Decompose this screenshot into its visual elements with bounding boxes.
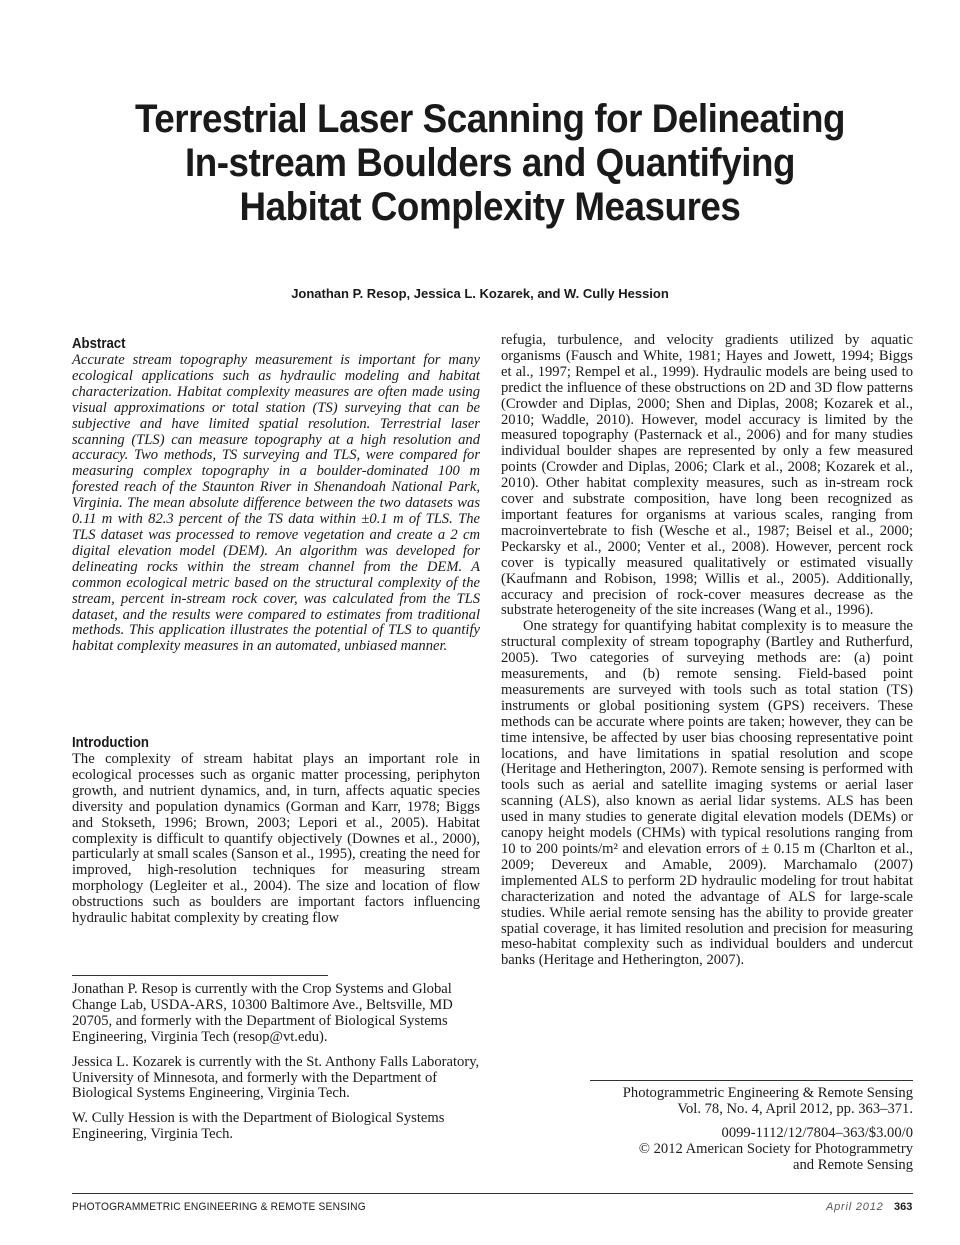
title-line-1: Terrestrial Laser Scanning for Delineating [134,97,846,141]
publication-copyright-2: and Remote Sensing [793,1157,913,1173]
page-number: 363 [894,1201,913,1213]
footnote-divider [72,975,328,976]
author-note-resop: Jonathan P. Resop is currently with the Crop Systems and Global Change Lab, USDA-ARS, 10300 Baltimore Ave., Beltsville, MD 20705, and formerly with the Department of Biological Systems Engineering, Virginia Tech (resop@vt.edu). [72,981,453,1045]
publication-copyright: © 2012 American Society for Photogrammetry [638,1141,913,1157]
publication-journal: Photogrammetric Engineering & Remote Sensing [622,1085,913,1101]
right-paragraph-1: refugia, turbulence, and velocity gradients utilized by aquatic organisms (Fausch and White, 1981; Hayes and Jowett, 1994; Biggs et al., 1997; Rempel et al., 1999). Hydraulic models are being used to predict the influence of these obstructions on 2D and 3D flow patterns (Crowder and Diplas, 2000; Shen and Diplas, 2008; Kozarek et al., 2010; Waddle, 2010). However, model accuracy is limited by the measured topography (Pasternack et al., 2006) and for many studies individual boulder shapes are represented by only a few measured points (Crowder and Diplas, 2006; Clark et al., 2008; Kozarek et al., 2010). Other habitat complexity measures, such as in-stream rock cover and substrate composition, have long been recognized as important features for organisms at various scales, ranging from macroinvertebrate to fish (Wesche et al., 1987; Beisel et al., 2000; Peckarsky et al., 2000; Venter et al., 2008). However, percent rock cover is typically measured qualitatively or estimated visually (Kaufmann and Robison, 1998; Willis et al., 2005). Additionally, accuracy and precision of rock-cover measures decrease as the substrate heterogeneity of the site increases (Wang et al., 1996). [501,332,913,619]
footer-journal-name: PHOTOGRAMMETRIC ENGINEERING & REMOTE SENSING [72,1201,366,1213]
author-note-hession: W. Cully Hession is with the Department of Biological Systems Engineering, Virginia Tech. [72,1110,445,1143]
abstract-heading: Abstract [72,335,126,352]
article-title [122,97,858,229]
title-line-2: In-stream Boulders and Quantifying [184,141,796,185]
author-list: Jonathan P. Resop, Jessica L. Kozarek, and W. Cully Hession [291,286,669,301]
title-line-3: Habitat Complexity Measures [239,185,741,229]
introduction-heading: Introduction [72,734,149,751]
right-column-text [501,333,913,969]
abstract-text: Accurate stream topography measurement is important for many ecological applications such as hydraulic modeling and habitat characterization. Habitat complexity measures are often made using visual approximations or total station (TS) surveying that can be subjective and have limited spatial resolution. Terrestrial laser scanning (TLS) can measure topography at a high resolution and accuracy. Two methods, TS surveying and TLS, were compared for measuring complex topography in a boulder-dominated 100 m forested reach of the Staunton River in Shenandoah National Park, Virginia. The mean absolute difference between the two datasets was 0.11 m with 82.3 percent of the TS data within ±0.1 m of TLS. The TLS dataset was processed to remove vegetation and create a 2 cm digital elevation model (DEM). An algorithm was developed for delineating rocks within the stream channel from the DEM. A common ecological metric based on the structural complexity of the stream, percent in-stream rock cover, was calculated from the TLS dataset, and the results were compared to estimates from traditional methods. This application illustrates the potential of TLS to quantify habitat complexity measures in an automated, unbiased manner. [72,352,480,655]
publication-code: 0099-1112/12/7804–363/$3.00/0 [721,1125,913,1141]
author-note-kozarek: Jessica L. Kozarek is currently with the St. Anthony Falls Laboratory, University of Minnesota, and formerly with the Department of Biological Systems Engineering, Virginia Tech. [72,1053,480,1102]
right-paragraph-2: One strategy for quantifying habitat complexity is to measure the structural complexity of stream topography (Bartley and Rutherfurd, 2005). Two categories of surveying methods are: (a) point measurements, and (b) remote sensing. Field-based point measurements are surveyed with tools such as total station (TS) instruments or global positioning system (GPS) receivers. These methods can be accurate where points are taken; however, they can be time intensive, be affected by user bias choosing representative point locations, and have limitations in spatial resolution and scope (Heritage and Hetherington, 2007). Remote sensing is performed with tools such as aerial and satellite imaging systems or aerial laser scanning (ALS), also known as aerial lidar systems. ALS has been used in many studies to generate digital elevation models (DEMs) or canopy height models (CHMs) with typical resolutions ranging from 10 to 200 points/m² and elevation errors of ± 0.15 m (Charlton et al., 2009; Devereux and Amable, 2009). Marchamalo (2007) implemented ALS to perform 2D hydraulic modeling for trout habitat characterization and noted the advantage of ALS for large-scale studies. While aerial remote sensing has the ability to provide greater spatial coverage, it has limited resolution and precision for measuring meso-habitat complexity such as individual boulders and undercut banks (Heritage and Hetherington, 2007). [501,618,913,969]
publication-divider [590,1080,913,1081]
introduction-text: The complexity of stream habitat plays an important role in ecological processes such as organic matter processing, periphyton growth, and nutrient dynamics, and, in turn, affects aquatic species diversity and population dynamics (Gorman and Karr, 1978; Biggs and Stokseth, 1996; Brown, 2003; Lepori et al., 2005). Habitat complexity is difficult to quantify objectively (Downes et al., 2000), particularly at small scales (Sanson et al., 1995), creating the need for improved, high-resolution techniques for measuring stream morphology (Legleiter et al., 2004). The size and location of flow obstructions such as boulders are important factors influencing hydraulic habitat complexity by creating flow [72,751,480,927]
footer-divider [72,1193,913,1194]
introduction-section [72,734,480,927]
author-notes [72,982,480,1152]
publication-info [560,1085,913,1173]
footer-date: April 2012 [826,1201,884,1213]
abstract-section [72,335,480,655]
publication-volume: Vol. 78, No. 4, April 2012, pp. 363–371. [677,1101,913,1117]
